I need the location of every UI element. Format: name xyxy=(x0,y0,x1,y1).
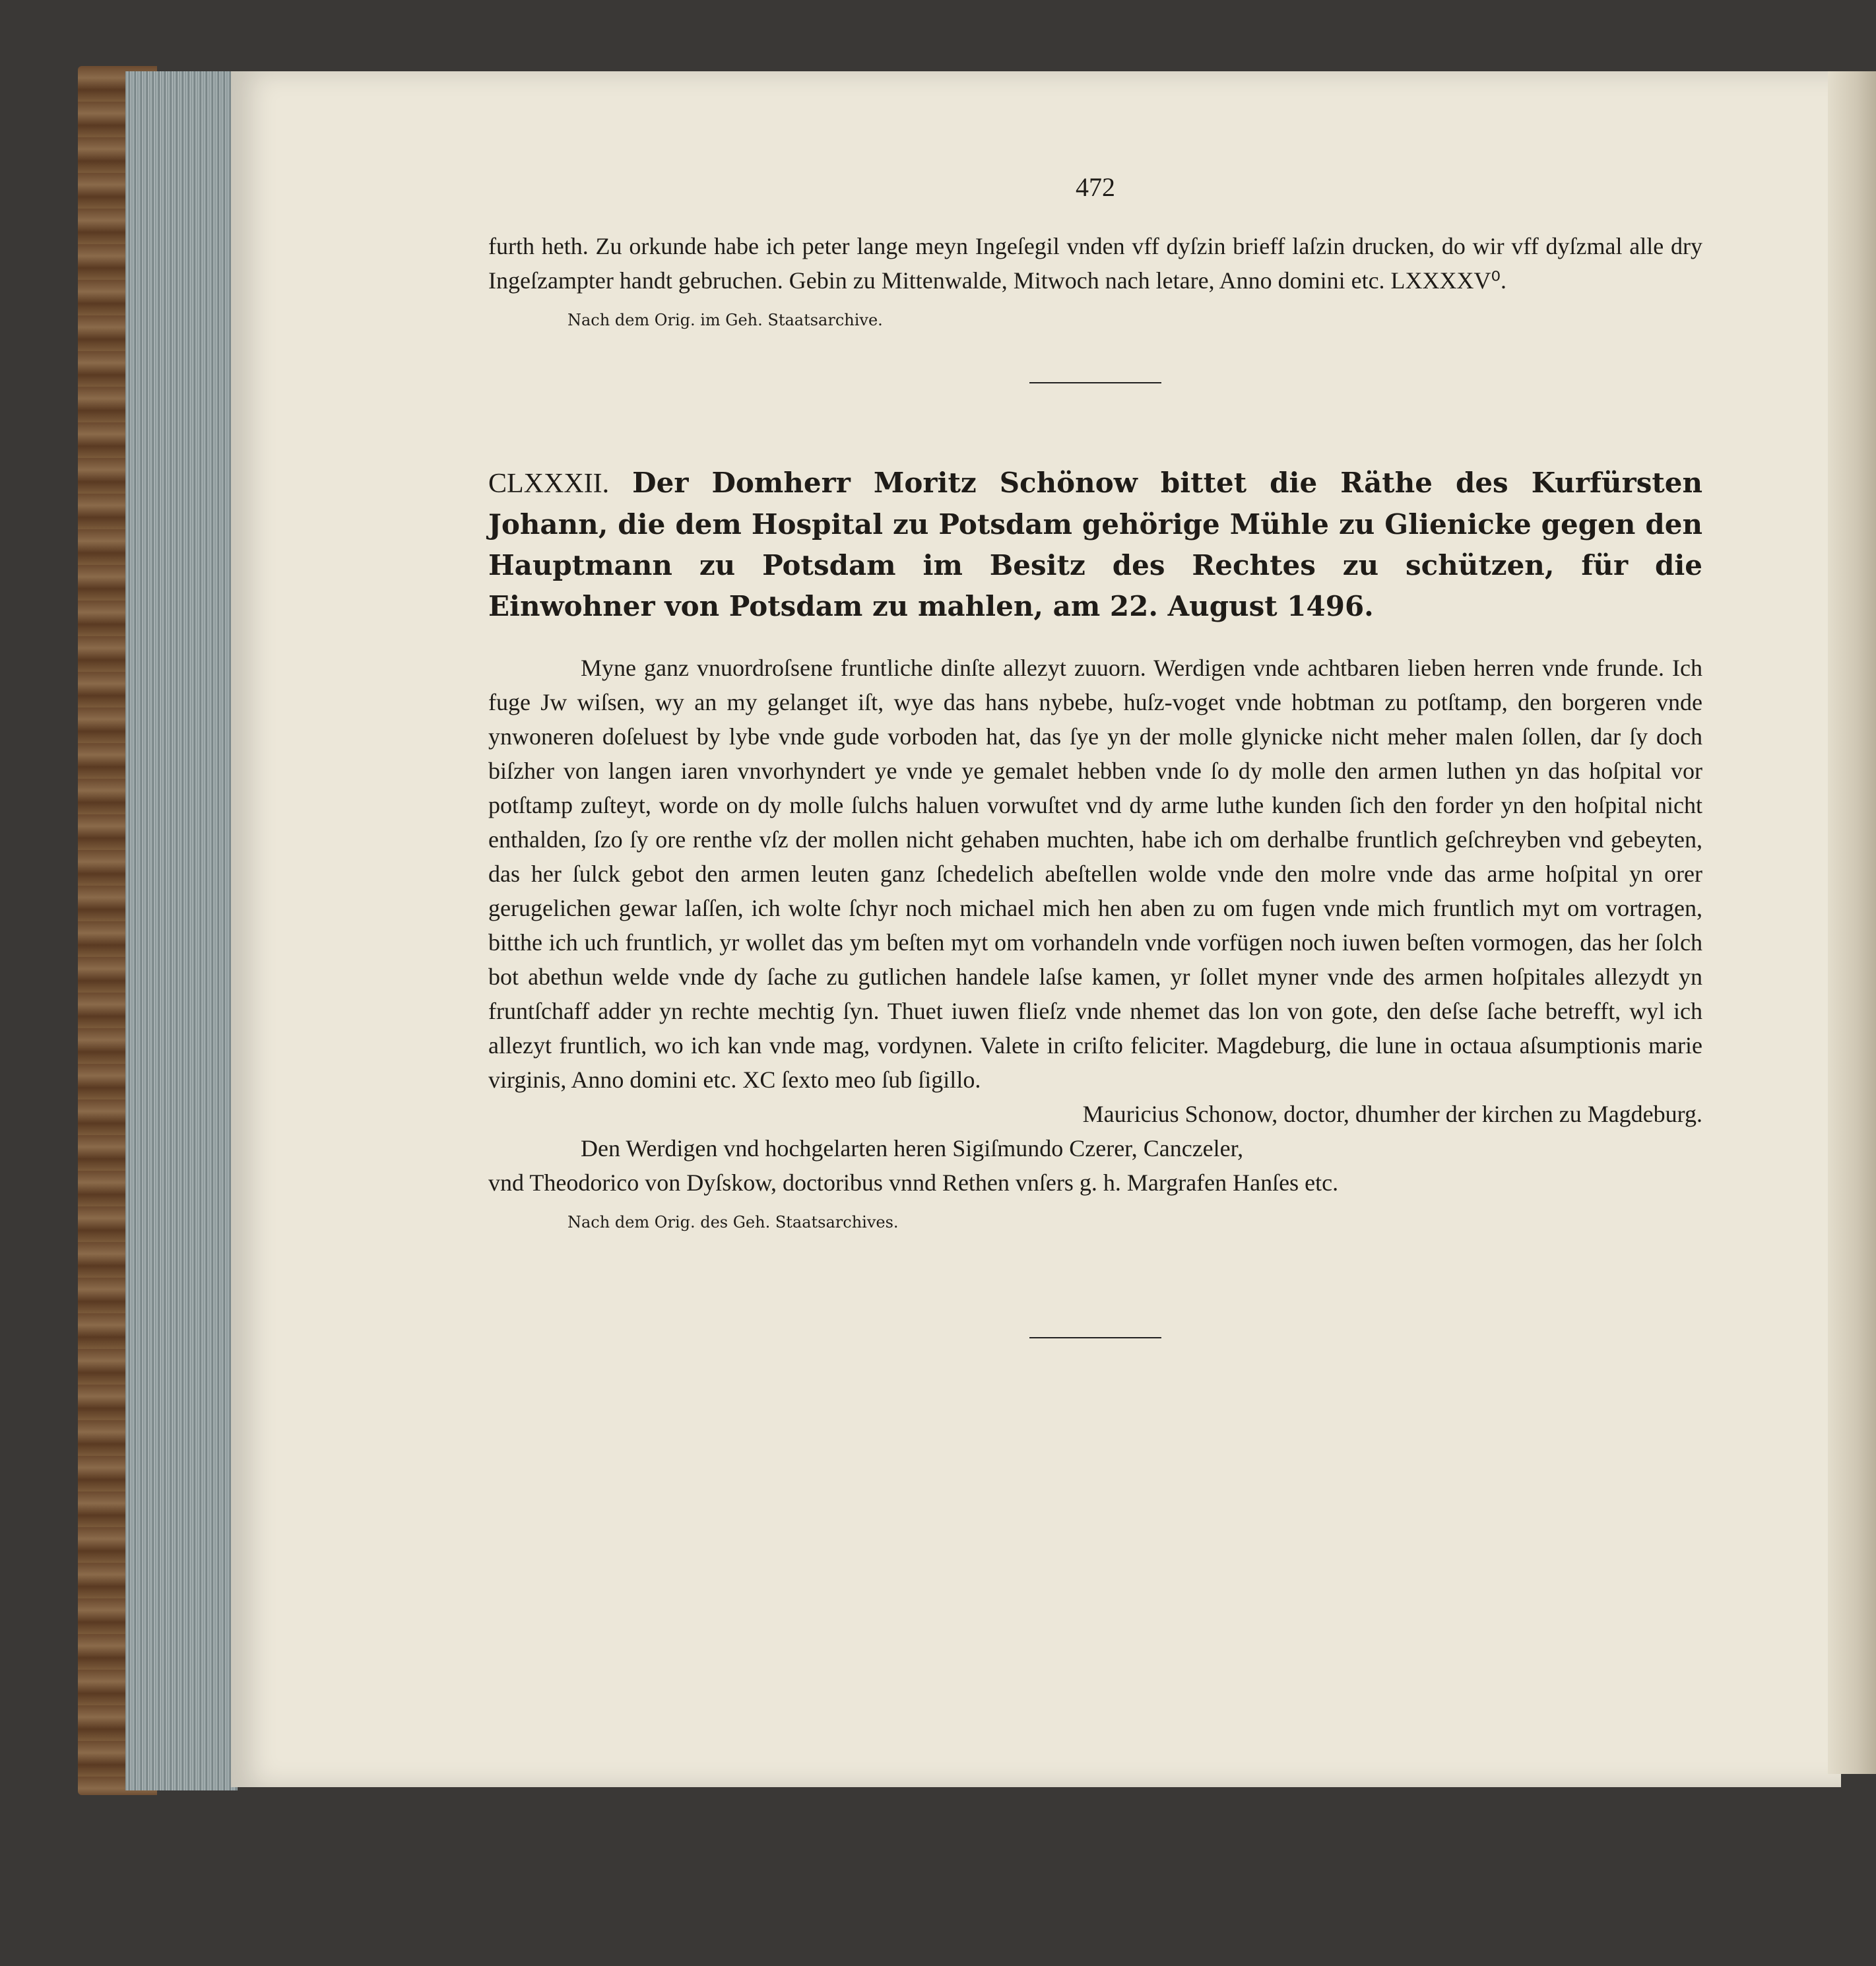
letter-paragraph: Myne ganz vnuordroſsene fruntliche dinſte allezyt zuuorn. Werdigen vnde achtbaren lieben herren vnde frunde. Ich fuge Jw wiſsen, wy an my gelanget iſt, wye das hans nybebe, huſz-voget vnde hobtman zu potſtamp, den borgeren vnde ynwoneren doſeluest by lybe vnde gude vorboden hat, das ſye yn der molle glynicke nicht meher malen ſollen, dar ſy doch biſzher von langen iaren vnvorhyndert ye vnde ye gemalet hebben vnde ſo dy molle den armen luthen yn das hoſpital vor potſtamp zuſteyt, worde on dy molle ſulchs haluen vorwuſtet vnd dy arme luthe kunden ſich den forder yn den hoſpital nicht enthalden, ſzo ſy ore renthe vſz der mollen nicht gehaben muchten, habe ich om derhalbe fruntlich geſchreyben vnd gebeyten, das her ſulck gebot den armen leuten ganz ſchedelich abeſtellen wolde vnde den molre vnde das arme hoſpital yn orer gerugelichen gewar laſſen, ich wolte ſchyr noch michael mich hen aben zu om fugen vnde mich fruntlich myt om vortragen, bitthe ich uch fruntlich, yr wollet das ym beſten myt om vorhandeln vnde vorfügen noch iuwen beſten vormogen, das her ſolch bot abethun welde vnde dy ſache zu gutlichen handele laſse kamen, yr ſollet myner vnde des armen hoſpitales allezydt yn fruntſchaff adder yn rechte mechtig ſyn. Thuet iuwen flieſz vnde nhemet das lon von gote, den deſse ſache betrefft, wyl ich allezyt fruntlich, wo ich kan vnde mag, vordynen. Valete in criſto feliciter. Magdeburg, die lune in octaua aſsumptionis marie virginis, Anno domini etc. XC ſexto meo ſub ſigillo. xyxy=(488,655,1702,1093)
address-line-1: Den Werdigen vnd hochgelarten heren Sigiſmundo Czerer, Canczeler, xyxy=(581,1135,1244,1162)
page-edges xyxy=(125,71,238,1790)
letter-body xyxy=(488,651,1702,1097)
facing-page-edge xyxy=(1828,71,1876,1774)
address-line-2: vnd Theodorico von Dyſskow, doctoribus vnnd Rethen vnſers g. h. Margrafen Hanſes etc. xyxy=(488,1169,1339,1196)
intro-text xyxy=(488,229,1702,298)
document-title: Der Domherr Moritz Schönow bittet die Räthe des Kurfürsten Johann, die dem Hospital zu Potsdam gehörige Mühle zu Glienicke gegen den Hauptmann zu Potsdam im Besitz des Rechtes zu schützen, für die Einwohner von Potsdam zu mahlen, am 22. August 1496. xyxy=(488,467,1703,622)
source-note-2: Nach dem Orig. des Geh. Staatsarchives. xyxy=(567,1213,899,1231)
source-note-1: Nach dem Orig. im Geh. Staatsarchive. xyxy=(567,311,883,329)
section-divider-bottom xyxy=(1029,1337,1161,1338)
document-heading xyxy=(488,463,1702,627)
intro-paragraph: furth heth. Zu orkunde habe ich peter lange meyn Ingeſegil vnden vff dyſzin brieff laſzin drucken, do wir vff dyſzmal alle dry Ingeſzampter handt gebruchen. Gebin zu Mittenwalde, Mitwoch nach letare, Anno domini etc. LXXXXV⁰. xyxy=(488,233,1702,294)
document-number: CLXXXII. xyxy=(488,469,610,499)
section-divider xyxy=(1029,382,1161,383)
letter-signature: Mauricius Schonow, doctor, dhumher der kirchen zu Magdeburg. xyxy=(1082,1101,1702,1127)
page-content xyxy=(488,172,1702,1338)
page-number: 472 xyxy=(1076,172,1115,202)
